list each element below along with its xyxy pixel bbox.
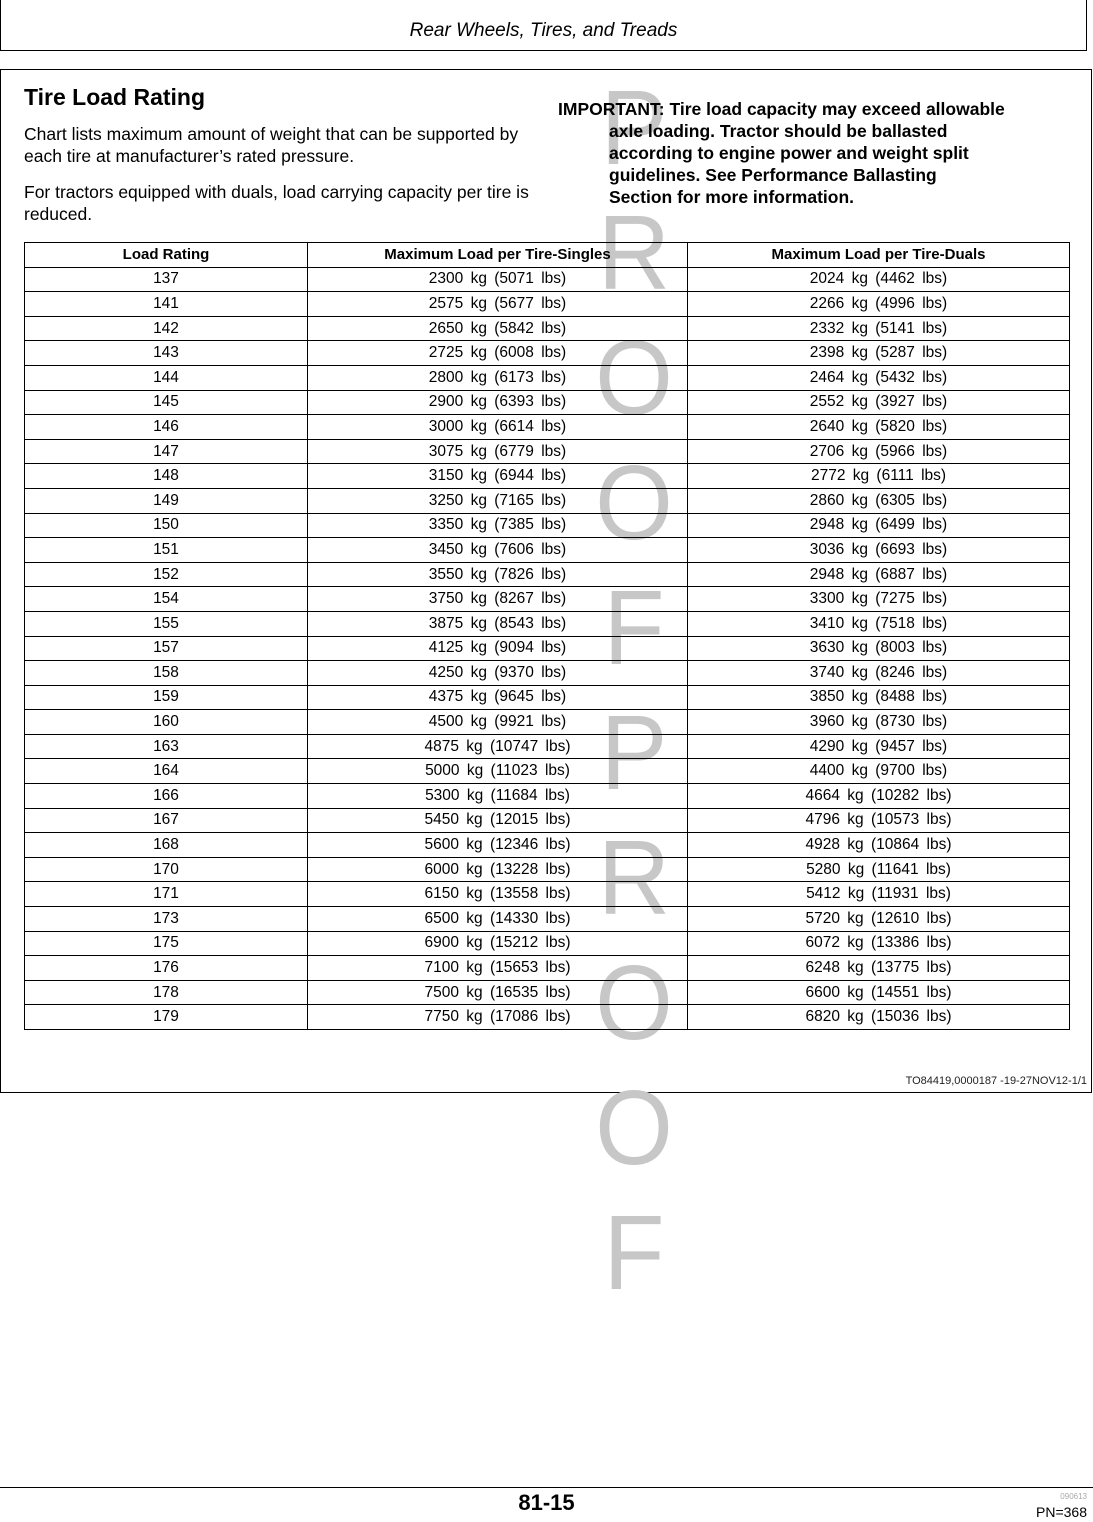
singles-load-cell: 3350 kg (7385 lbs) [308,513,688,538]
duals-load-cell: 2552 kg (3927 lbs) [688,390,1070,415]
table-row [25,710,1070,735]
load-rating-cell: 155 [25,611,308,636]
table-row [25,661,1070,686]
singles-load-cell: 3250 kg (7165 lbs) [308,488,688,513]
tire-load-table [24,242,1070,1030]
singles-load-cell: 4250 kg (9370 lbs) [308,661,688,686]
duals-load-cell: 3850 kg (8488 lbs) [688,685,1070,710]
table-row [25,341,1070,366]
running-header [0,0,1087,51]
singles-load-cell: 6150 kg (13558 lbs) [308,882,688,907]
table-header-row [25,243,1070,268]
load-rating-cell: 171 [25,882,308,907]
duals-load-cell: 4664 kg (10282 lbs) [688,784,1070,809]
table-row [25,464,1070,489]
important-note [558,98,1078,208]
table-row [25,857,1070,882]
singles-load-cell: 7750 kg (17086 lbs) [308,1005,688,1030]
footer-divider [0,1487,1093,1488]
important-line: IMPORTANT: Tire load capacity may exceed allowable [558,99,1005,119]
duals-load-cell: 5280 kg (11641 lbs) [688,857,1070,882]
load-rating-cell: 176 [25,956,308,981]
load-rating-cell: 163 [25,734,308,759]
watermark-letter: P [600,68,668,188]
singles-load-cell: 7500 kg (16535 lbs) [308,980,688,1005]
load-rating-cell: 145 [25,390,308,415]
important-line: guidelines. See Performance Ballasting [609,165,937,185]
duals-load-cell: 2772 kg (6111 lbs) [688,464,1070,489]
table-row [25,685,1070,710]
duals-paragraph: For tractors equipped with duals, load carrying capacity per tire is reduced. [24,182,529,224]
load-rating-cell: 160 [25,710,308,735]
duals-load-cell: 3630 kg (8003 lbs) [688,636,1070,661]
watermark-letter: O [595,443,673,563]
table-row [25,611,1070,636]
duals-load-cell: 2860 kg (6305 lbs) [688,488,1070,513]
load-rating-cell: 164 [25,759,308,784]
duals-load-cell: 4928 kg (10864 lbs) [688,833,1070,858]
singles-load-cell: 6500 kg (14330 lbs) [308,907,688,932]
load-rating-cell: 154 [25,587,308,612]
table-row [25,488,1070,513]
load-rating-cell: 149 [25,488,308,513]
section-title: Tire Load Rating [24,84,206,110]
watermark-letter: F [603,568,665,688]
load-rating-cell: 168 [25,833,308,858]
singles-load-cell: 3450 kg (7606 lbs) [308,538,688,563]
table-row [25,808,1070,833]
load-rating-cell: 150 [25,513,308,538]
important-line: Section for more information. [609,187,855,207]
watermark-letter: P [600,693,668,813]
singles-load-cell: 2900 kg (6393 lbs) [308,390,688,415]
load-rating-cell: 157 [25,636,308,661]
load-rating-cell: 144 [25,365,308,390]
table-row [25,538,1070,563]
table-row [25,1005,1070,1030]
duals-load-cell: 4796 kg (10573 lbs) [688,808,1070,833]
singles-load-cell: 2725 kg (6008 lbs) [308,341,688,366]
duals-load-cell: 2398 kg (5287 lbs) [688,341,1070,366]
table-row [25,439,1070,464]
load-rating-cell: 173 [25,907,308,932]
table-row [25,587,1070,612]
singles-load-cell: 3875 kg (8543 lbs) [308,611,688,636]
table-row [25,267,1070,292]
singles-load-cell: 5300 kg (11684 lbs) [308,784,688,809]
column-header: Load Rating [25,243,308,268]
duals-load-cell: 2266 kg (4996 lbs) [688,292,1070,317]
singles-load-cell: 5000 kg (11023 lbs) [308,759,688,784]
duals-load-cell: 3410 kg (7518 lbs) [688,611,1070,636]
load-rating-cell: 137 [25,267,308,292]
footer-date-code: 090613 [1060,1492,1087,1501]
column-header: Maximum Load per Tire-Singles [308,243,688,268]
table-row [25,784,1070,809]
table-row [25,931,1070,956]
singles-load-cell: 2575 kg (5677 lbs) [308,292,688,317]
watermark-letter: F [603,1193,665,1313]
duals-load-cell: 2332 kg (5141 lbs) [688,316,1070,341]
duals-load-cell: 3036 kg (6693 lbs) [688,538,1070,563]
table-row [25,562,1070,587]
duals-load-cell: 2464 kg (5432 lbs) [688,365,1070,390]
singles-load-cell: 3150 kg (6944 lbs) [308,464,688,489]
duals-load-cell: 6600 kg (14551 lbs) [688,980,1070,1005]
singles-load-cell: 2650 kg (5842 lbs) [308,316,688,341]
load-rating-cell: 146 [25,415,308,440]
load-rating-cell: 158 [25,661,308,686]
duals-load-cell: 4400 kg (9700 lbs) [688,759,1070,784]
duals-load-cell: 2948 kg (6499 lbs) [688,513,1070,538]
singles-load-cell: 6000 kg (13228 lbs) [308,857,688,882]
duals-load-cell: 2640 kg (5820 lbs) [688,415,1070,440]
load-rating-cell: 151 [25,538,308,563]
table-row [25,636,1070,661]
table-row [25,365,1070,390]
duals-load-cell: 3740 kg (8246 lbs) [688,661,1070,686]
table-row [25,415,1070,440]
singles-load-cell: 3750 kg (8267 lbs) [308,587,688,612]
table-row [25,980,1070,1005]
table-row [25,513,1070,538]
watermark-letter: R [597,193,671,313]
singles-load-cell: 4375 kg (9645 lbs) [308,685,688,710]
duals-load-cell: 2948 kg (6887 lbs) [688,562,1070,587]
load-rating-cell: 175 [25,931,308,956]
table-row [25,956,1070,981]
table-row [25,833,1070,858]
load-rating-cell: 159 [25,685,308,710]
singles-load-cell: 5600 kg (12346 lbs) [308,833,688,858]
table-body [25,267,1070,1029]
watermark-letter: O [595,1068,673,1188]
singles-load-cell: 4125 kg (9094 lbs) [308,636,688,661]
duals-load-cell: 3960 kg (8730 lbs) [688,710,1070,735]
intro-paragraph: Chart lists maximum amount of weight that can be supported by each tire at manufacturer’s rated pressure. [24,124,519,166]
singles-load-cell: 2300 kg (5071 lbs) [308,267,688,292]
page-sequence-number: PN=368 [1036,1504,1087,1520]
load-rating-cell: 148 [25,464,308,489]
duals-load-cell: 5720 kg (12610 lbs) [688,907,1070,932]
load-rating-cell: 166 [25,784,308,809]
important-line: according to engine power and weight split [609,143,969,163]
load-rating-cell: 167 [25,808,308,833]
load-rating-cell: 142 [25,316,308,341]
singles-load-cell: 4500 kg (9921 lbs) [308,710,688,735]
singles-load-cell: 4875 kg (10747 lbs) [308,734,688,759]
duals-load-cell: 6820 kg (15036 lbs) [688,1005,1070,1030]
load-rating-cell: 143 [25,341,308,366]
table-row [25,316,1070,341]
load-rating-cell: 178 [25,980,308,1005]
table-row [25,907,1070,932]
duals-load-cell: 2024 kg (4462 lbs) [688,267,1070,292]
header-title: Rear Wheels, Tires, and Treads [409,20,678,41]
singles-load-cell: 3075 kg (6779 lbs) [308,439,688,464]
singles-load-cell: 3550 kg (7826 lbs) [308,562,688,587]
singles-load-cell: 5450 kg (12015 lbs) [308,808,688,833]
duals-load-cell: 3300 kg (7275 lbs) [688,587,1070,612]
table-row [25,882,1070,907]
duals-load-cell: 6248 kg (13775 lbs) [688,956,1070,981]
duals-load-cell: 2706 kg (5966 lbs) [688,439,1070,464]
page-number: 81-15 [518,1490,575,1515]
singles-load-cell: 3000 kg (6614 lbs) [308,415,688,440]
load-rating-cell: 147 [25,439,308,464]
table-row [25,390,1070,415]
column-header: Maximum Load per Tire-Duals [688,243,1070,268]
load-rating-cell: 179 [25,1005,308,1030]
singles-load-cell: 2800 kg (6173 lbs) [308,365,688,390]
watermark-letter: R [597,818,671,938]
watermark-letter: O [595,943,673,1063]
important-line: axle loading. Tractor should be ballasted [609,121,948,141]
table-row [25,734,1070,759]
load-rating-cell: 170 [25,857,308,882]
load-rating-cell: 152 [25,562,308,587]
table-row [25,292,1070,317]
load-rating-cell: 141 [25,292,308,317]
reference-code: TO84419,0000187 -19-27NOV12-1/1 [905,1075,1087,1087]
duals-load-cell: 4290 kg (9457 lbs) [688,734,1070,759]
table-row [25,759,1070,784]
duals-load-cell: 5412 kg (11931 lbs) [688,882,1070,907]
singles-load-cell: 7100 kg (15653 lbs) [308,956,688,981]
singles-load-cell: 6900 kg (15212 lbs) [308,931,688,956]
duals-load-cell: 6072 kg (13386 lbs) [688,931,1070,956]
watermark-letter: O [595,318,673,438]
